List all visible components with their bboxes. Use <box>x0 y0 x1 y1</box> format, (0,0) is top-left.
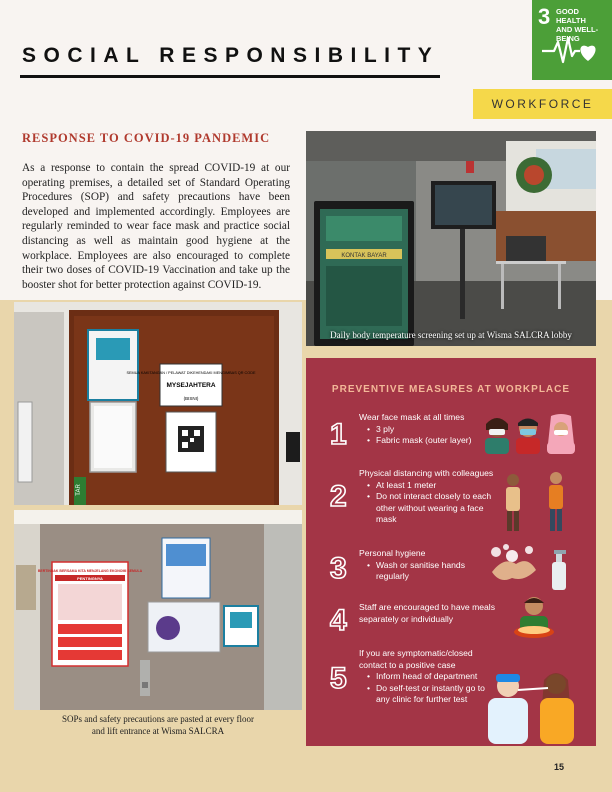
measure-text <box>359 602 499 625</box>
door-notice-2: MYSEJAHTERA <box>166 382 216 389</box>
measure-bullet: • Fabric mask (outer layer) <box>367 435 494 447</box>
measure-heading: Personal hygiene <box>359 548 426 558</box>
measure-heading: Wear face mask at all times <box>359 412 465 422</box>
sdg-number: 3 <box>538 4 551 29</box>
preventive-measures-panel <box>306 358 596 746</box>
door-notice-3: (BISNI) <box>183 396 199 401</box>
sdg-label-line2: AND WELL-BEING <box>556 25 599 43</box>
measure-number: 5 <box>330 662 347 695</box>
section-body: As a response to contain the spread COVID-19 at our operating premises, a detailed set of Standard Operating Procedures (SOP) and safety precautions have been developed and implemented accordingly. Employees are regularly reminded to wear face mask and practice social distancing as well as maintain good hygiene at the workplace. Employees are also encouraged to complete their two doses of COVID-19 Vaccination and take up the booster shot for better protection against COVID-19. <box>22 162 290 291</box>
distancing-people-icon <box>501 470 576 534</box>
temperature-screening-photo <box>306 131 596 346</box>
measure-bullets <box>359 671 494 706</box>
covid-test-icon <box>478 666 578 744</box>
lift-poster-sub: PENTINGNYA <box>77 576 103 581</box>
kiosk-screen-label: KONTAK BAYAR <box>341 253 387 259</box>
measure-number: 2 <box>330 480 347 513</box>
hand-washing-icon <box>484 542 576 592</box>
measure-bullet: • At least 1 meter <box>367 480 494 492</box>
door-qr-notice-photo <box>14 302 302 505</box>
lift-poster-title: BERTINDAK BERSAMA KITA MENJELANG EKONOMI SEMULA <box>37 569 143 573</box>
sdg-label-line1: GOOD HEALTH <box>556 7 586 25</box>
door-side-text: TAR <box>76 484 82 496</box>
measure-number: 3 <box>330 552 347 585</box>
measure-text <box>359 648 494 706</box>
panel-title: PREVENTIVE MEASURES AT WORKPLACE <box>331 384 571 395</box>
eating-person-icon <box>506 594 561 642</box>
page-number: 15 <box>554 762 565 772</box>
measure-heading: Staff are encouraged to have meals separately or individually <box>359 602 495 624</box>
measure-text <box>359 548 494 583</box>
door-notice-1: SEMUA KAKITANGAN / PELAWAT DIKEHENDAKI MENGIMBAS QR CODE <box>126 371 256 375</box>
section-heading: RESPONSE TO COVID-19 PANDEMIC <box>22 131 271 145</box>
heartbeat-heart-icon <box>542 34 604 68</box>
measure-bullet: • Do self-test or instantly go to any clinic for further test <box>367 683 494 706</box>
measure-number: 1 <box>330 418 347 451</box>
lift-entrance-photo <box>14 510 302 710</box>
temperature-screening-illustration <box>306 131 596 346</box>
measure-bullets <box>359 480 494 526</box>
section-tag: WORKFORCE <box>473 89 612 119</box>
measure-text <box>359 412 494 447</box>
lift-illustration <box>14 510 302 710</box>
lift-caption-line1: SOPs and safety precautions are pasted at every floor <box>62 714 254 724</box>
lift-caption-line2: and lift entrance at Wisma SALCRA <box>91 726 225 736</box>
measure-bullet: • Inform head of department <box>367 671 494 683</box>
lift-photo-caption <box>14 713 302 737</box>
measure-text <box>359 468 494 526</box>
measure-bullet: • 3 ply <box>367 424 494 436</box>
measure-bullets <box>359 424 494 447</box>
measure-number: 4 <box>330 604 347 637</box>
door-illustration <box>14 302 302 505</box>
measure-heading: Physical distancing with colleagues <box>359 468 494 478</box>
title-underline <box>20 75 440 78</box>
masked-people-icon <box>481 414 576 454</box>
sdg-badge <box>532 0 612 80</box>
measure-bullets <box>359 560 494 583</box>
measure-heading: If you are symptomatic/closed contact to a positive case <box>359 648 473 670</box>
measure-bullet: • Do not interact closely to each other without wearing a face mask <box>367 491 494 526</box>
page-title: SOCIAL RESPONSIBILITY <box>22 44 440 67</box>
measure-bullet: • Wash or sanitise hands regularly <box>367 560 494 583</box>
temperature-photo-caption: Daily body temperature screening set up at Wisma SALCRA lobby <box>330 330 572 340</box>
